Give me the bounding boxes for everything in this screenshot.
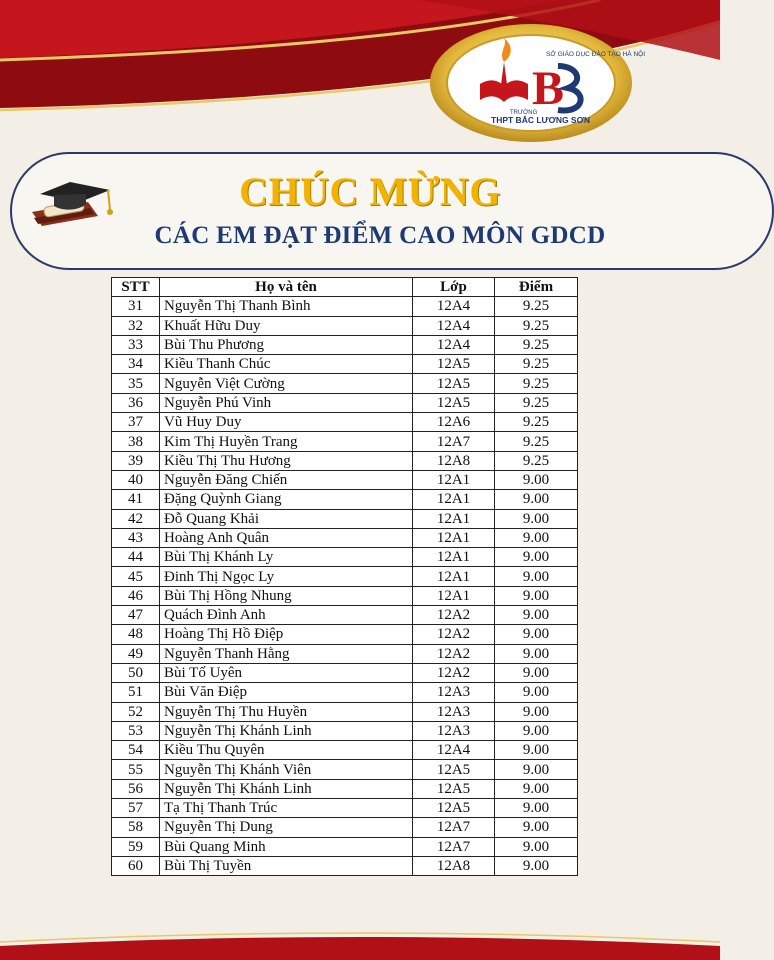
row-class: 12A1 [413, 567, 495, 586]
table-row [112, 702, 578, 721]
row-name: Nguyễn Phú Vinh [160, 393, 413, 412]
table-row [112, 548, 578, 567]
table-row [112, 316, 578, 335]
table-row [112, 799, 578, 818]
row-stt: 41 [112, 490, 160, 509]
table-row [112, 586, 578, 605]
row-stt: 35 [112, 374, 160, 393]
row-class: 12A5 [413, 374, 495, 393]
table-header-row [112, 278, 578, 297]
row-class: 12A1 [413, 509, 495, 528]
row-name: Kiều Thị Thu Hương [160, 451, 413, 470]
row-class: 12A1 [413, 586, 495, 605]
row-score: 9.00 [495, 490, 578, 509]
row-name: Kim Thị Huyền Trang [160, 432, 413, 451]
table-row [112, 721, 578, 740]
row-class: 12A5 [413, 779, 495, 798]
row-score: 9.00 [495, 702, 578, 721]
row-stt: 52 [112, 702, 160, 721]
table-row [112, 451, 578, 470]
row-class: 12A2 [413, 663, 495, 682]
row-score: 9.25 [495, 393, 578, 412]
row-name: Hoàng Thị Hồ Điệp [160, 625, 413, 644]
table-row [112, 818, 578, 837]
row-class: 12A1 [413, 470, 495, 489]
row-name: Bùi Tố Uyên [160, 663, 413, 682]
row-stt: 37 [112, 413, 160, 432]
table-row [112, 528, 578, 547]
table-row [112, 335, 578, 354]
row-name: Kiều Thanh Chúc [160, 355, 413, 374]
table-row [112, 663, 578, 682]
header-score: Điểm [495, 278, 578, 297]
row-score: 9.00 [495, 837, 578, 856]
row-stt: 34 [112, 355, 160, 374]
row-score: 9.25 [495, 451, 578, 470]
table-row [112, 856, 578, 875]
row-stt: 40 [112, 470, 160, 489]
table-row [112, 355, 578, 374]
row-name: Đỗ Quang Khải [160, 509, 413, 528]
row-class: 12A8 [413, 451, 495, 470]
row-score: 9.25 [495, 374, 578, 393]
logo-school-prefix: TRƯỜNG [510, 110, 538, 116]
row-score: 9.00 [495, 606, 578, 625]
row-score: 9.00 [495, 470, 578, 489]
row-name: Khuất Hữu Duy [160, 316, 413, 335]
row-class: 12A5 [413, 760, 495, 779]
row-score: 9.00 [495, 528, 578, 547]
row-name: Nguyễn Thị Dung [160, 818, 413, 837]
row-class: 12A8 [413, 856, 495, 875]
row-name: Nguyễn Thị Khánh Linh [160, 721, 413, 740]
row-stt: 60 [112, 856, 160, 875]
row-score: 9.25 [495, 355, 578, 374]
row-class: 12A2 [413, 644, 495, 663]
row-stt: 57 [112, 799, 160, 818]
row-stt: 36 [112, 393, 160, 412]
row-stt: 39 [112, 451, 160, 470]
table-row [112, 779, 578, 798]
header-stt: STT [112, 278, 160, 297]
table-row [112, 760, 578, 779]
row-name: Bùi Văn Điệp [160, 683, 413, 702]
table-row [112, 413, 578, 432]
row-class: 12A6 [413, 413, 495, 432]
table-row [112, 644, 578, 663]
row-class: 12A5 [413, 355, 495, 374]
table-row [112, 374, 578, 393]
table-row [112, 490, 578, 509]
row-name: Hoàng Anh Quân [160, 528, 413, 547]
row-name: Nguyễn Thanh Hằng [160, 644, 413, 663]
table-row [112, 393, 578, 412]
table-row [112, 683, 578, 702]
row-class: 12A7 [413, 818, 495, 837]
row-score: 9.00 [495, 856, 578, 875]
row-name: Bùi Thị Hồng Nhung [160, 586, 413, 605]
row-name: Kiều Thu Quyên [160, 741, 413, 760]
svg-text:B: B [532, 62, 565, 115]
row-score: 9.00 [495, 818, 578, 837]
table-row [112, 509, 578, 528]
row-class: 12A4 [413, 316, 495, 335]
row-name: Nguyễn Thị Thu Huyền [160, 702, 413, 721]
row-stt: 54 [112, 741, 160, 760]
row-stt: 31 [112, 297, 160, 316]
table-row [112, 432, 578, 451]
row-stt: 46 [112, 586, 160, 605]
row-class: 12A3 [413, 702, 495, 721]
row-stt: 42 [112, 509, 160, 528]
row-score: 9.00 [495, 799, 578, 818]
row-score: 9.00 [495, 625, 578, 644]
row-class: 12A4 [413, 741, 495, 760]
row-class: 12A1 [413, 528, 495, 547]
table-row [112, 606, 578, 625]
row-score: 9.25 [495, 316, 578, 335]
score-table [111, 277, 578, 876]
row-stt: 59 [112, 837, 160, 856]
table-row [112, 625, 578, 644]
row-class: 12A1 [413, 490, 495, 509]
table-row [112, 567, 578, 586]
bottom-ribbon-decoration [0, 924, 720, 960]
row-score: 9.00 [495, 548, 578, 567]
row-name: Đinh Thị Ngọc Ly [160, 567, 413, 586]
row-class: 12A3 [413, 683, 495, 702]
row-score: 9.00 [495, 741, 578, 760]
row-class: 12A2 [413, 606, 495, 625]
logo-school-name: THPT BẮC LƯƠNG SƠN [491, 115, 590, 125]
row-stt: 51 [112, 683, 160, 702]
row-class: 12A5 [413, 393, 495, 412]
row-class: 12A4 [413, 335, 495, 354]
page-title: CHÚC MỪNG [239, 169, 501, 214]
row-class: 12A7 [413, 837, 495, 856]
row-class: 12A1 [413, 548, 495, 567]
row-stt: 48 [112, 625, 160, 644]
row-stt: 44 [112, 548, 160, 567]
page-subtitle: CÁC EM ĐẠT ĐIỂM CAO MÔN GDCD [154, 222, 606, 249]
row-stt: 45 [112, 567, 160, 586]
row-score: 9.00 [495, 760, 578, 779]
row-class: 12A5 [413, 799, 495, 818]
row-stt: 32 [112, 316, 160, 335]
row-name: Nguyễn Thị Thanh Bình [160, 297, 413, 316]
row-score: 9.00 [495, 586, 578, 605]
row-name: Bùi Thị Khánh Ly [160, 548, 413, 567]
row-score: 9.00 [495, 567, 578, 586]
row-class: 12A3 [413, 721, 495, 740]
row-class: 12A7 [413, 432, 495, 451]
row-score: 9.00 [495, 683, 578, 702]
row-name: Đặng Quỳnh Giang [160, 490, 413, 509]
school-logo [428, 22, 645, 144]
row-stt: 49 [112, 644, 160, 663]
row-class: 12A4 [413, 297, 495, 316]
table-row [112, 297, 578, 316]
row-score: 9.25 [495, 335, 578, 354]
row-name: Vũ Huy Duy [160, 413, 413, 432]
row-score: 9.00 [495, 779, 578, 798]
row-class: 12A2 [413, 625, 495, 644]
header-name: Họ và tên [160, 278, 413, 297]
row-score: 9.25 [495, 297, 578, 316]
row-score: 9.00 [495, 721, 578, 740]
row-score: 9.25 [495, 413, 578, 432]
logo-ring-text: SỞ GIÁO DỤC ĐÀO TẠO HÀ NỘI [546, 51, 645, 58]
row-name: Bùi Thu Phương [160, 335, 413, 354]
row-name: Bùi Quang Minh [160, 837, 413, 856]
row-name: Nguyễn Thị Khánh Viên [160, 760, 413, 779]
row-stt: 53 [112, 721, 160, 740]
row-stt: 56 [112, 779, 160, 798]
table-row [112, 470, 578, 489]
row-score: 9.00 [495, 509, 578, 528]
row-name: Nguyễn Việt Cường [160, 374, 413, 393]
row-stt: 43 [112, 528, 160, 547]
row-score: 9.25 [495, 432, 578, 451]
row-name: Tạ Thị Thanh Trúc [160, 799, 413, 818]
row-stt: 33 [112, 335, 160, 354]
row-score: 9.00 [495, 663, 578, 682]
row-name: Nguyễn Thị Khánh Linh [160, 779, 413, 798]
row-stt: 38 [112, 432, 160, 451]
row-stt: 47 [112, 606, 160, 625]
row-stt: 55 [112, 760, 160, 779]
row-score: 9.00 [495, 644, 578, 663]
table-row [112, 741, 578, 760]
row-name: Nguyễn Đăng Chiến [160, 470, 413, 489]
row-name: Quách Đình Anh [160, 606, 413, 625]
header-class: Lớp [413, 278, 495, 297]
table-row [112, 837, 578, 856]
row-name: Bùi Thị Tuyền [160, 856, 413, 875]
row-stt: 58 [112, 818, 160, 837]
row-stt: 50 [112, 663, 160, 682]
